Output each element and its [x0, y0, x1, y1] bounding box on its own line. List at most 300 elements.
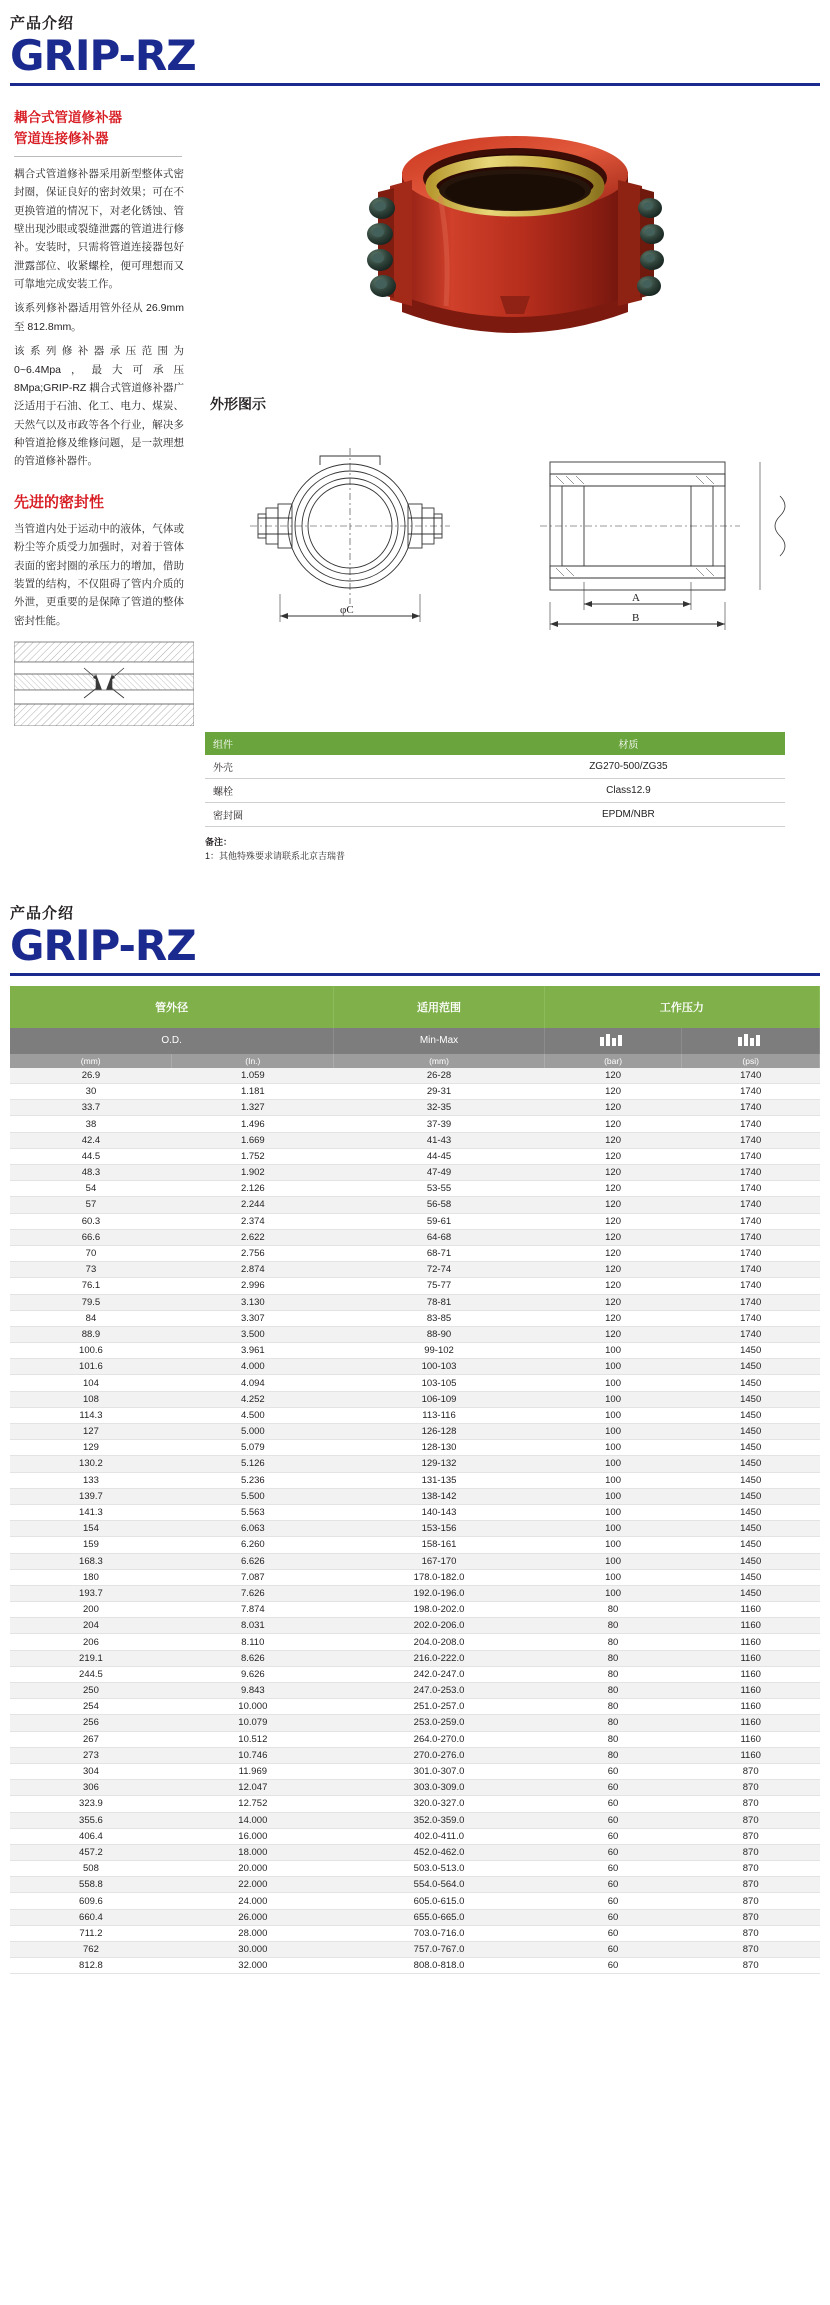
table-row — [205, 803, 785, 827]
spec-cell-53-2: 703.0-716.0 — [334, 1925, 544, 1941]
table-row — [10, 1294, 820, 1310]
spec-cell-37-2: 242.0-247.0 — [334, 1666, 544, 1682]
spec-cell-9-0: 60.3 — [10, 1213, 172, 1229]
spec-cell-21-4: 1450 — [682, 1407, 820, 1423]
spec-cell-47-3: 60 — [544, 1828, 682, 1844]
table-row — [10, 1763, 820, 1779]
spec-cell-26-4: 1450 — [682, 1488, 820, 1504]
spec-cell-55-4: 870 — [682, 1958, 820, 1974]
spec-cell-49-4: 870 — [682, 1861, 820, 1877]
spec-cell-1-2: 29-31 — [334, 1084, 544, 1100]
spec-cell-11-1: 2.756 — [172, 1245, 334, 1261]
section2-divider — [10, 973, 820, 976]
spec-cell-30-0: 168.3 — [10, 1553, 172, 1569]
material-header-material: 材质 — [472, 732, 785, 755]
spec-cell-54-4: 870 — [682, 1942, 820, 1958]
spec-cell-8-4: 1740 — [682, 1197, 820, 1213]
table-row — [10, 1796, 820, 1812]
spec-cell-35-0: 206 — [10, 1634, 172, 1650]
spec-cell-39-0: 254 — [10, 1699, 172, 1715]
spec-cell-3-3: 120 — [544, 1116, 682, 1132]
spec-cell-50-3: 60 — [544, 1877, 682, 1893]
spec-cell-54-3: 60 — [544, 1942, 682, 1958]
spec-cell-15-2: 83-85 — [334, 1310, 544, 1326]
spec-cell-38-4: 1160 — [682, 1683, 820, 1699]
table-row — [10, 1747, 820, 1763]
spec-cell-51-1: 24.000 — [172, 1893, 334, 1909]
spec-cell-11-0: 70 — [10, 1245, 172, 1261]
dim-label-phic: φC — [340, 604, 354, 616]
table-row — [10, 1504, 820, 1520]
spec-cell-6-4: 1740 — [682, 1165, 820, 1181]
spec-cell-14-2: 78-81 — [334, 1294, 544, 1310]
spec-cell-40-4: 1160 — [682, 1715, 820, 1731]
spec-cell-1-3: 120 — [544, 1084, 682, 1100]
spec-cell-31-4: 1450 — [682, 1569, 820, 1585]
spec-cell-14-3: 120 — [544, 1294, 682, 1310]
spec-cell-51-4: 870 — [682, 1893, 820, 1909]
spec-cell-27-2: 140-143 — [334, 1504, 544, 1520]
spec-cell-47-0: 406.4 — [10, 1828, 172, 1844]
spec-cell-26-0: 139.7 — [10, 1488, 172, 1504]
table-row — [10, 1650, 820, 1666]
table-row — [10, 1132, 820, 1148]
spec-cell-3-0: 38 — [10, 1116, 172, 1132]
table-row — [10, 1715, 820, 1731]
section2-kicker: 产品介绍 — [10, 904, 75, 922]
spec-cell-27-0: 141.3 — [10, 1504, 172, 1520]
spec-cell-22-4: 1450 — [682, 1424, 820, 1440]
spec-cell-37-1: 9.626 — [172, 1666, 334, 1682]
spec-cell-13-2: 75-77 — [334, 1278, 544, 1294]
spec-cell-53-1: 28.000 — [172, 1925, 334, 1941]
spec-cell-47-2: 402.0-411.0 — [334, 1828, 544, 1844]
material-header-component: 组件 — [205, 732, 472, 755]
spec-cell-10-1: 2.622 — [172, 1229, 334, 1245]
spec-cell-2-3: 120 — [544, 1100, 682, 1116]
spec-cell-34-1: 8.031 — [172, 1618, 334, 1634]
spec-cell-4-1: 1.669 — [172, 1132, 334, 1148]
spec-cell-21-0: 114.3 — [10, 1407, 172, 1423]
table-row — [10, 1585, 820, 1601]
table-row — [10, 1424, 820, 1440]
spec-cell-18-0: 101.6 — [10, 1359, 172, 1375]
table-row — [10, 1893, 820, 1909]
section1-kicker: 产品介绍 — [10, 15, 75, 32]
spec-cell-54-0: 762 — [10, 1942, 172, 1958]
table-row — [10, 1812, 820, 1828]
spec-cell-4-0: 42.4 — [10, 1132, 172, 1148]
description-paragraph-2: 该系列修补器适用管外径从 26.9mm 至 812.8mm。 — [14, 302, 184, 333]
spec-cell-48-4: 870 — [682, 1844, 820, 1860]
spec-cell-41-3: 80 — [544, 1731, 682, 1747]
spec-cell-30-4: 1450 — [682, 1553, 820, 1569]
spec-cell-14-4: 1740 — [682, 1294, 820, 1310]
spec-cell-36-2: 216.0-222.0 — [334, 1650, 544, 1666]
table-row — [10, 1861, 820, 1877]
spec-cell-2-0: 33.7 — [10, 1100, 172, 1116]
spec-cell-50-0: 558.8 — [10, 1877, 172, 1893]
spec-cell-8-3: 120 — [544, 1197, 682, 1213]
spec-cell-20-4: 1450 — [682, 1391, 820, 1407]
spec-cell-18-2: 100-103 — [334, 1359, 544, 1375]
spec-cell-6-0: 48.3 — [10, 1165, 172, 1181]
spec-cell-44-4: 870 — [682, 1780, 820, 1796]
spec-cell-20-0: 108 — [10, 1391, 172, 1407]
spec-cell-3-4: 1740 — [682, 1116, 820, 1132]
spec-cell-36-1: 8.626 — [172, 1650, 334, 1666]
spec-cell-10-3: 120 — [544, 1229, 682, 1245]
spec-cell-45-0: 323.9 — [10, 1796, 172, 1812]
table-row — [10, 1391, 820, 1407]
spec-cell-49-0: 508 — [10, 1861, 172, 1877]
spec-cell-2-1: 1.327 — [172, 1100, 334, 1116]
spec-cell-18-3: 100 — [544, 1359, 682, 1375]
spec-cell-26-3: 100 — [544, 1488, 682, 1504]
spec-cell-25-1: 5.236 — [172, 1472, 334, 1488]
table-row — [10, 1925, 820, 1941]
spec-cell-5-3: 120 — [544, 1148, 682, 1164]
spec-sub-header-row — [10, 1028, 820, 1054]
spec-cell-26-1: 5.500 — [172, 1488, 334, 1504]
spec-cell-43-0: 304 — [10, 1763, 172, 1779]
spec-cell-36-4: 1160 — [682, 1650, 820, 1666]
spec-cell-26-2: 138-142 — [334, 1488, 544, 1504]
spec-cell-36-3: 80 — [544, 1650, 682, 1666]
spec-cell-30-3: 100 — [544, 1553, 682, 1569]
spec-cell-46-2: 352.0-359.0 — [334, 1812, 544, 1828]
table-row — [10, 1537, 820, 1553]
material-table-header-row — [205, 732, 785, 755]
spec-cell-18-1: 4.000 — [172, 1359, 334, 1375]
spec-cell-50-2: 554.0-564.0 — [334, 1877, 544, 1893]
spec-cell-4-2: 41-43 — [334, 1132, 544, 1148]
table-row — [10, 1666, 820, 1682]
spec-cell-40-2: 253.0-259.0 — [334, 1715, 544, 1731]
spec-cell-48-0: 457.2 — [10, 1844, 172, 1860]
spec-cell-39-3: 80 — [544, 1699, 682, 1715]
description-paragraph-3: 该系列修补器承压范围为 0~6.4Mpa，最大可承压 8Mpa;GRIP-RZ 耦合式管道修补器广泛适用于石油、化工、电力、煤炭、天然气以及市政等各个行业，解决多种管道抢修及维修问题，是一款理想的管道修补器件。 — [14, 345, 184, 468]
spec-cell-44-1: 12.047 — [172, 1780, 334, 1796]
product-subtitle-line2: 管道连接修补器 — [14, 130, 109, 146]
spec-cell-16-4: 1740 — [682, 1326, 820, 1342]
spec-cell-18-4: 1450 — [682, 1359, 820, 1375]
note-text: 1：其他特殊要求请联系北京吉瑞普 — [205, 851, 346, 862]
spec-cell-0-0: 26.9 — [10, 1068, 172, 1084]
spec-cell-45-4: 870 — [682, 1796, 820, 1812]
spec-cell-15-1: 3.307 — [172, 1310, 334, 1326]
spec-cell-42-1: 10.746 — [172, 1747, 334, 1763]
spec-cell-42-3: 80 — [544, 1747, 682, 1763]
spec-cell-7-4: 1740 — [682, 1181, 820, 1197]
shape-drawing-title: 外形图示 — [210, 396, 266, 412]
spec-cell-35-2: 204.0-208.0 — [334, 1634, 544, 1650]
spec-cell-12-0: 73 — [10, 1262, 172, 1278]
material-note — [205, 835, 830, 864]
spec-cell-39-2: 251.0-257.0 — [334, 1699, 544, 1715]
spec-cell-52-0: 660.4 — [10, 1909, 172, 1925]
spec-cell-33-4: 1160 — [682, 1602, 820, 1618]
table-row — [10, 1245, 820, 1261]
spec-cell-49-3: 60 — [544, 1861, 682, 1877]
spec-cell-55-0: 812.8 — [10, 1958, 172, 1974]
spec-cell-48-2: 452.0-462.0 — [334, 1844, 544, 1860]
table-row — [10, 1084, 820, 1100]
table-row — [10, 1699, 820, 1715]
spec-cell-16-2: 88-90 — [334, 1326, 544, 1342]
spec-cell-41-4: 1160 — [682, 1731, 820, 1747]
spec-cell-19-1: 4.094 — [172, 1375, 334, 1391]
spec-cell-10-2: 64-68 — [334, 1229, 544, 1245]
section1-columns — [0, 86, 830, 726]
material-table — [205, 732, 785, 827]
table-row — [10, 1197, 820, 1213]
spec-cell-41-2: 264.0-270.0 — [334, 1731, 544, 1747]
spec-cell-6-2: 47-49 — [334, 1165, 544, 1181]
spec-cell-25-2: 131-135 — [334, 1472, 544, 1488]
spec-cell-35-4: 1160 — [682, 1634, 820, 1650]
spec-group-od: 管外径 — [10, 986, 334, 1028]
product-photo — [350, 100, 680, 390]
table-row — [10, 1068, 820, 1084]
spec-cell-8-2: 56-58 — [334, 1197, 544, 1213]
spec-cell-36-0: 219.1 — [10, 1650, 172, 1666]
table-row — [10, 1213, 820, 1229]
spec-cell-7-1: 2.126 — [172, 1181, 334, 1197]
spec-cell-17-4: 1450 — [682, 1343, 820, 1359]
spec-cell-27-3: 100 — [544, 1504, 682, 1520]
table-row — [10, 1569, 820, 1585]
spec-cell-43-2: 301.0-307.0 — [334, 1763, 544, 1779]
technical-drawings-svg — [200, 418, 820, 648]
spec-cell-12-2: 72-74 — [334, 1262, 544, 1278]
seal-cross-section-figure — [14, 640, 194, 726]
spec-cell-16-3: 120 — [544, 1326, 682, 1342]
table-row — [10, 1278, 820, 1294]
spec-cell-27-4: 1450 — [682, 1504, 820, 1520]
table-row — [10, 1181, 820, 1197]
table-row — [10, 1148, 820, 1164]
table-row — [10, 1375, 820, 1391]
spec-cell-13-3: 120 — [544, 1278, 682, 1294]
spec-cell-33-3: 80 — [544, 1602, 682, 1618]
gauge-icon-psi — [682, 1028, 820, 1054]
spec-cell-28-1: 6.063 — [172, 1521, 334, 1537]
spec-sub-range: Min-Max — [334, 1028, 544, 1054]
spec-cell-8-0: 57 — [10, 1197, 172, 1213]
spec-cell-1-4: 1740 — [682, 1084, 820, 1100]
description-paragraph-1: 耦合式管道修补器采用新型整体式密封圈，保证良好的密封效果；可在不更换管道的情况下，对老化锈蚀、管壁出现沙眼或裂缝泄露的管道进行修补。安装时，只需将管道连接器包好泄露部位、收紧螺栓，便可理想而又可靠地完成安装工作。 — [14, 167, 184, 291]
spec-cell-2-2: 32-35 — [334, 1100, 544, 1116]
spec-cell-50-4: 870 — [682, 1877, 820, 1893]
spec-sub-od: O.D. — [10, 1028, 334, 1054]
spec-cell-23-1: 5.079 — [172, 1440, 334, 1456]
spec-cell-34-3: 80 — [544, 1618, 682, 1634]
spec-cell-8-1: 2.244 — [172, 1197, 334, 1213]
table-row — [10, 1844, 820, 1860]
spec-cell-24-4: 1450 — [682, 1456, 820, 1472]
spec-cell-47-1: 16.000 — [172, 1828, 334, 1844]
spec-cell-51-3: 60 — [544, 1893, 682, 1909]
spec-cell-44-3: 60 — [544, 1780, 682, 1796]
spec-cell-23-3: 100 — [544, 1440, 682, 1456]
table-row — [10, 1326, 820, 1342]
spec-cell-35-1: 8.110 — [172, 1634, 334, 1650]
table-row — [10, 1262, 820, 1278]
spec-cell-32-0: 193.7 — [10, 1585, 172, 1601]
spec-cell-7-0: 54 — [10, 1181, 172, 1197]
spec-cell-19-3: 100 — [544, 1375, 682, 1391]
spec-cell-2-4: 1740 — [682, 1100, 820, 1116]
spec-cell-29-2: 158-161 — [334, 1537, 544, 1553]
spec-group-pressure: 工作压力 — [544, 986, 819, 1028]
spec-cell-45-1: 12.752 — [172, 1796, 334, 1812]
spec-cell-21-2: 113-116 — [334, 1407, 544, 1423]
spec-cell-48-1: 18.000 — [172, 1844, 334, 1860]
seal-diagram-svg — [14, 640, 194, 726]
spec-cell-23-2: 128-130 — [334, 1440, 544, 1456]
table-row — [205, 779, 785, 803]
spec-cell-42-2: 270.0-276.0 — [334, 1747, 544, 1763]
product-photo-svg — [350, 100, 680, 390]
spec-cell-28-0: 154 — [10, 1521, 172, 1537]
spec-cell-42-4: 1160 — [682, 1747, 820, 1763]
table-row — [10, 1828, 820, 1844]
spec-cell-4-4: 1740 — [682, 1132, 820, 1148]
spec-cell-32-3: 100 — [544, 1585, 682, 1601]
spec-cell-20-2: 106-109 — [334, 1391, 544, 1407]
spec-cell-34-4: 1160 — [682, 1618, 820, 1634]
spec-cell-45-2: 320.0-327.0 — [334, 1796, 544, 1812]
spec-cell-1-0: 30 — [10, 1084, 172, 1100]
table-row — [10, 1359, 820, 1375]
spec-group-range: 适用范围 — [334, 986, 544, 1028]
spec-cell-6-1: 1.902 — [172, 1165, 334, 1181]
table-row — [10, 1909, 820, 1925]
spec-cell-7-2: 53-55 — [334, 1181, 544, 1197]
spec-cell-0-4: 1740 — [682, 1068, 820, 1084]
spec-cell-45-3: 60 — [544, 1796, 682, 1812]
spec-cell-41-1: 10.512 — [172, 1731, 334, 1747]
spec-cell-38-3: 80 — [544, 1683, 682, 1699]
spec-cell-55-2: 808.0-818.0 — [334, 1958, 544, 1974]
spec-cell-21-1: 4.500 — [172, 1407, 334, 1423]
spec-cell-46-4: 870 — [682, 1812, 820, 1828]
spec-cell-31-2: 178.0-182.0 — [334, 1569, 544, 1585]
spec-cell-25-4: 1450 — [682, 1472, 820, 1488]
spec-cell-32-4: 1450 — [682, 1585, 820, 1601]
spec-cell-41-0: 267 — [10, 1731, 172, 1747]
spec-cell-25-0: 133 — [10, 1472, 172, 1488]
spec-cell-10-0: 66.6 — [10, 1229, 172, 1245]
spec-cell-46-3: 60 — [544, 1812, 682, 1828]
spec-cell-46-1: 14.000 — [172, 1812, 334, 1828]
spec-cell-52-4: 870 — [682, 1909, 820, 1925]
spec-unit-range-mm: (mm) — [334, 1054, 544, 1068]
table-row — [10, 1116, 820, 1132]
spec-cell-10-4: 1740 — [682, 1229, 820, 1245]
spec-unit-bar: (bar) — [544, 1054, 682, 1068]
spec-cell-39-1: 10.000 — [172, 1699, 334, 1715]
material-row-2-material: EPDM/NBR — [472, 803, 785, 827]
spec-cell-14-0: 79.5 — [10, 1294, 172, 1310]
table-row — [10, 1165, 820, 1181]
spec-cell-31-3: 100 — [544, 1569, 682, 1585]
spec-cell-0-1: 1.059 — [172, 1068, 334, 1084]
spec-cell-25-3: 100 — [544, 1472, 682, 1488]
spec-cell-24-0: 130.2 — [10, 1456, 172, 1472]
spec-cell-33-2: 198.0-202.0 — [334, 1602, 544, 1618]
spec-cell-30-1: 6.626 — [172, 1553, 334, 1569]
table-row — [10, 1553, 820, 1569]
spec-cell-38-1: 9.843 — [172, 1683, 334, 1699]
spec-cell-17-0: 100.6 — [10, 1343, 172, 1359]
spec-cell-33-1: 7.874 — [172, 1602, 334, 1618]
spec-cell-52-1: 26.000 — [172, 1909, 334, 1925]
spec-cell-37-4: 1160 — [682, 1666, 820, 1682]
spec-cell-49-1: 20.000 — [172, 1861, 334, 1877]
spec-cell-43-3: 60 — [544, 1763, 682, 1779]
spec-table-wrap — [10, 986, 820, 1975]
table-row — [10, 1877, 820, 1893]
subtitle-divider — [14, 156, 182, 157]
spec-cell-5-1: 1.752 — [172, 1148, 334, 1164]
spec-cell-3-1: 1.496 — [172, 1116, 334, 1132]
spec-cell-12-4: 1740 — [682, 1262, 820, 1278]
spec-cell-22-0: 127 — [10, 1424, 172, 1440]
material-row-0-material: ZG270-500/ZG35 — [472, 755, 785, 779]
seal-section-heading: 先进的密封性 — [14, 493, 105, 511]
spec-unit-psi: (psi) — [682, 1054, 820, 1068]
table-row — [10, 1731, 820, 1747]
spec-cell-21-3: 100 — [544, 1407, 682, 1423]
spec-cell-43-1: 11.969 — [172, 1763, 334, 1779]
spec-cell-7-3: 120 — [544, 1181, 682, 1197]
spec-cell-24-1: 5.126 — [172, 1456, 334, 1472]
spec-cell-54-2: 757.0-767.0 — [334, 1942, 544, 1958]
spec-cell-0-3: 120 — [544, 1068, 682, 1084]
spec-cell-29-1: 6.260 — [172, 1537, 334, 1553]
spec-cell-13-4: 1740 — [682, 1278, 820, 1294]
spec-cell-30-2: 167-170 — [334, 1553, 544, 1569]
spec-cell-22-3: 100 — [544, 1424, 682, 1440]
spec-cell-12-3: 120 — [544, 1262, 682, 1278]
section-spacer — [0, 864, 830, 890]
table-row — [10, 1634, 820, 1650]
specification-table — [10, 986, 820, 1975]
spec-unit-header-row — [10, 1054, 820, 1068]
table-row — [10, 1618, 820, 1634]
spec-cell-24-3: 100 — [544, 1456, 682, 1472]
spec-cell-5-0: 44.5 — [10, 1148, 172, 1164]
table-row — [10, 1456, 820, 1472]
spec-cell-13-1: 2.996 — [172, 1278, 334, 1294]
table-row — [10, 1521, 820, 1537]
spec-cell-19-0: 104 — [10, 1375, 172, 1391]
seal-section-text: 当管道内处于运动中的液体，气体或粉尘等介质受力加强时，对着于管体表面的密封圈的承压力的增加，借助装置的结构，不仅阻碍了管内介质的外泄，更重要的是保障了管道的整体密封性能。 — [14, 522, 184, 627]
spec-cell-37-0: 244.5 — [10, 1666, 172, 1682]
spec-cell-9-3: 120 — [544, 1213, 682, 1229]
spec-cell-28-2: 153-156 — [334, 1521, 544, 1537]
spec-cell-28-4: 1450 — [682, 1521, 820, 1537]
spec-cell-29-4: 1450 — [682, 1537, 820, 1553]
product-subtitle — [14, 108, 200, 150]
section1-left-column — [0, 86, 200, 726]
spec-cell-13-0: 76.1 — [10, 1278, 172, 1294]
spec-cell-29-3: 100 — [544, 1537, 682, 1553]
material-row-0-component: 外壳 — [205, 755, 472, 779]
spec-cell-16-1: 3.500 — [172, 1326, 334, 1342]
